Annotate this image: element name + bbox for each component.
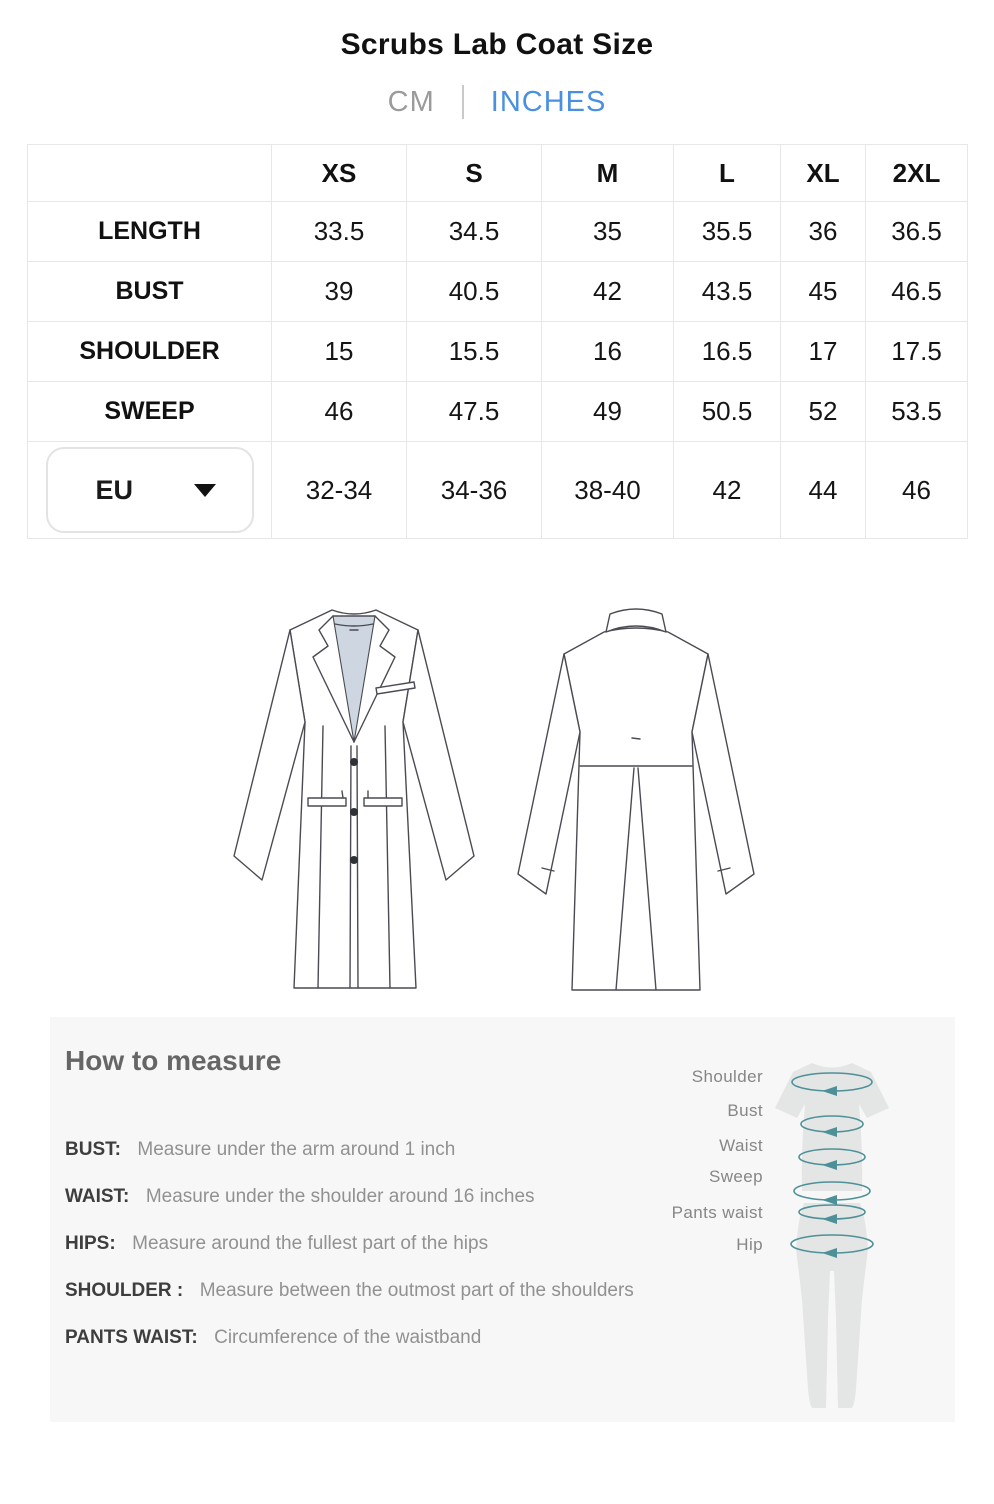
- table-cell: 46: [866, 442, 968, 539]
- figure-label-sweep: Sweep: [709, 1167, 763, 1186]
- figure-label-bust: Bust: [727, 1101, 763, 1120]
- table-cell: 42: [542, 262, 674, 322]
- lab-coat-diagrams: [0, 594, 994, 999]
- table-cell: 17.5: [866, 322, 968, 382]
- row-label: SWEEP: [28, 382, 272, 442]
- table-cell: 39: [272, 262, 407, 322]
- table-row-region-sizes: [28, 442, 968, 539]
- row-label: LENGTH: [28, 202, 272, 262]
- scrubs-figure-drawing: [768, 1059, 896, 1411]
- lab-coat-back-drawing: [504, 596, 768, 996]
- row-label: SHOULDER: [28, 322, 272, 382]
- measure-item-label: BUST:: [65, 1139, 121, 1160]
- table-cell: 46.5: [866, 262, 968, 322]
- size-table-corner-cell: [28, 145, 272, 202]
- size-table-header-row: [28, 145, 968, 202]
- table-cell: 44: [781, 442, 866, 539]
- measure-item-label: PANTS WAIST:: [65, 1327, 198, 1348]
- size-column-header: 2XL: [866, 145, 968, 202]
- region-selector-cell: [28, 442, 272, 539]
- measure-item-text: Circumference of the waistband: [214, 1327, 482, 1348]
- size-column-header: L: [674, 145, 781, 202]
- region-dropdown-label: EU: [95, 474, 134, 505]
- unit-inches-button[interactable]: INCHES: [490, 85, 607, 118]
- table-row-bust: [28, 262, 968, 322]
- figure-label-hip: Hip: [736, 1235, 763, 1254]
- region-dropdown[interactable]: [46, 447, 254, 533]
- table-cell: 32-34: [272, 442, 407, 539]
- how-to-measure-panel: [50, 1017, 955, 1422]
- row-label: BUST: [28, 262, 272, 322]
- table-cell: 45: [781, 262, 866, 322]
- table-cell: 15: [272, 322, 407, 382]
- figure-label-pants-waist: Pants waist: [671, 1203, 763, 1222]
- measure-item-label: SHOULDER :: [65, 1280, 184, 1301]
- table-row-shoulder: [28, 322, 968, 382]
- measure-item-text: Measure between the outmost part of the shoulders: [199, 1280, 634, 1301]
- table-cell: 50.5: [674, 382, 781, 442]
- measure-item-text: Measure around the fullest part of the hips: [132, 1233, 489, 1254]
- table-cell: 47.5: [407, 382, 542, 442]
- lab-coat-front-drawing: [226, 594, 482, 994]
- table-cell: 15.5: [407, 322, 542, 382]
- unit-toggle: [0, 82, 994, 122]
- size-table: [27, 144, 968, 539]
- how-to-measure-heading: How to measure: [65, 1045, 282, 1076]
- table-row-length: [28, 202, 968, 262]
- table-cell: 46: [272, 382, 407, 442]
- table-cell: 52: [781, 382, 866, 442]
- table-cell: 43.5: [674, 262, 781, 322]
- unit-toggle-divider: [462, 85, 464, 119]
- table-cell: 49: [542, 382, 674, 442]
- table-cell: 40.5: [407, 262, 542, 322]
- measure-item-label: WAIST:: [65, 1186, 130, 1207]
- page-title: Scrubs Lab Coat Size: [340, 28, 654, 61]
- table-cell: 35.5: [674, 202, 781, 262]
- table-cell: 34.5: [407, 202, 542, 262]
- measure-item-label: HIPS:: [65, 1233, 116, 1254]
- measure-item-text: Measure under the shoulder around 16 inches: [145, 1186, 535, 1207]
- size-column-header: XS: [272, 145, 407, 202]
- size-column-header: M: [542, 145, 674, 202]
- table-cell: 33.5: [272, 202, 407, 262]
- table-cell: 17: [781, 322, 866, 382]
- measure-item-pants-waist: [65, 1327, 634, 1349]
- figure-label-shoulder: Shoulder: [691, 1067, 763, 1086]
- size-column-header: XL: [781, 145, 866, 202]
- measure-item-text: Measure under the arm around 1 inch: [137, 1139, 456, 1160]
- table-cell: 16: [542, 322, 674, 382]
- table-cell: 42: [674, 442, 781, 539]
- table-cell: 36: [781, 202, 866, 262]
- size-column-header: S: [407, 145, 542, 202]
- table-row-sweep: [28, 382, 968, 442]
- figure-label-waist: Waist: [719, 1136, 763, 1155]
- table-cell: 53.5: [866, 382, 968, 442]
- table-cell: 38-40: [542, 442, 674, 539]
- table-cell: 16.5: [674, 322, 781, 382]
- table-cell: 35: [542, 202, 674, 262]
- chevron-down-icon: [194, 484, 216, 497]
- measure-item-shoulder: [65, 1280, 634, 1302]
- table-cell: 34-36: [407, 442, 542, 539]
- unit-cm-button[interactable]: CM: [387, 85, 435, 118]
- table-cell: 36.5: [866, 202, 968, 262]
